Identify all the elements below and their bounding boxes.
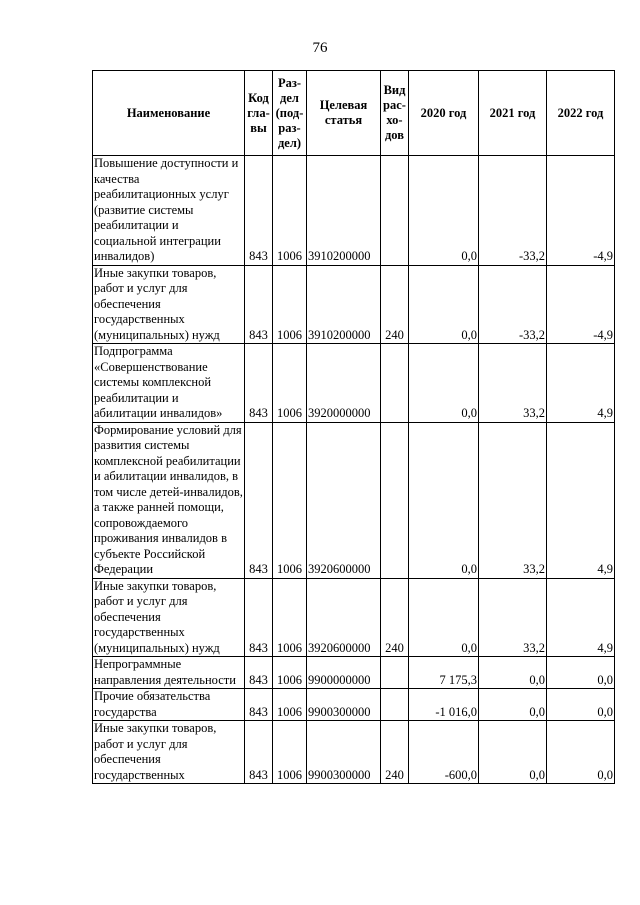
row-2022: 0,0	[547, 657, 615, 689]
budget-table	[92, 70, 615, 784]
header-chapter: Код гла- вы	[245, 71, 273, 156]
row-expense-type	[381, 422, 409, 578]
header-2022: 2022 год	[547, 71, 615, 156]
row-target: 3920600000	[307, 578, 381, 657]
row-2022: 0,0	[547, 721, 615, 784]
row-2021: 33,2	[479, 422, 547, 578]
row-2021: 0,0	[479, 689, 547, 721]
row-2021: 33,2	[479, 578, 547, 657]
row-2022: -4,9	[547, 265, 615, 344]
table-row	[93, 344, 615, 423]
table-row	[93, 657, 615, 689]
row-expense-type	[381, 657, 409, 689]
row-chapter: 843	[245, 721, 273, 784]
row-2021: 0,0	[479, 657, 547, 689]
row-2022: 0,0	[547, 689, 615, 721]
table-row	[93, 156, 615, 266]
row-2020: -1 016,0	[409, 689, 479, 721]
table-row	[93, 578, 615, 657]
header-2021: 2021 год	[479, 71, 547, 156]
row-2022: 4,9	[547, 578, 615, 657]
row-2021: 33,2	[479, 344, 547, 423]
row-expense-type: 240	[381, 721, 409, 784]
row-2020: 0,0	[409, 265, 479, 344]
row-2020: -600,0	[409, 721, 479, 784]
row-section: 1006	[273, 422, 307, 578]
row-expense-type: 240	[381, 265, 409, 344]
row-target: 9900300000	[307, 721, 381, 784]
row-chapter: 843	[245, 578, 273, 657]
row-name: Формирование условий для развития системы комплексной реабилитации и абилитации инвалидов, в том числе детей-инвалидов, а также ранней помощи, сопровождаемого проживания инвалидов в субъекте Российской Федерации	[94, 422, 243, 576]
header-row	[93, 71, 615, 156]
row-name: Подпрограмма «Совершенствование системы комплексной реабилитации и абилитации инвалидов»	[93, 344, 245, 423]
row-expense-type	[381, 689, 409, 721]
header-2020: 2020 год	[409, 71, 479, 156]
row-target: 3920000000	[307, 344, 381, 423]
table-row	[93, 265, 615, 344]
row-2022: -4,9	[547, 156, 615, 266]
row-name: Иные закупки товаров, работ и услуг для обеспечения государственных (муниципальных) нужд	[93, 578, 245, 657]
row-name: Непрограммные направления деятельности	[93, 657, 245, 689]
table-row	[93, 721, 615, 784]
row-2022: 4,9	[547, 344, 615, 423]
row-2021: -33,2	[479, 156, 547, 266]
row-2020: 0,0	[409, 422, 479, 578]
header-expense-type: Вид рас- хо- дов	[381, 71, 409, 156]
row-name: Иные закупки товаров, работ и услуг для обеспечения государственных (муниципальных) нужд	[93, 265, 245, 344]
row-expense-type	[381, 156, 409, 266]
row-expense-type	[381, 344, 409, 423]
row-target: 3910200000	[307, 265, 381, 344]
row-section: 1006	[273, 265, 307, 344]
row-target: 9900000000	[307, 657, 381, 689]
row-expense-type: 240	[381, 578, 409, 657]
header-target: Целевая статья	[307, 71, 381, 156]
row-2022: 4,9	[547, 422, 615, 578]
row-section: 1006	[273, 721, 307, 784]
table-row	[93, 422, 615, 578]
row-section: 1006	[273, 578, 307, 657]
row-chapter: 843	[245, 657, 273, 689]
row-2020: 0,0	[409, 578, 479, 657]
row-section: 1006	[273, 156, 307, 266]
row-2020: 7 175,3	[409, 657, 479, 689]
row-2021: 0,0	[479, 721, 547, 784]
row-chapter: 843	[245, 422, 273, 578]
row-name: Повышение доступности и качества реабилитационных услуг (развитие системы реабилитации и социальной интеграции инвалидов)	[93, 156, 245, 266]
table-row	[93, 689, 615, 721]
header-section: Раз- дел (под- раз- дел)	[273, 71, 307, 156]
row-target: 9900300000	[307, 689, 381, 721]
page-number: 76	[312, 40, 328, 56]
row-chapter: 843	[245, 156, 273, 266]
row-name: Прочие обязательства государства	[93, 689, 245, 721]
row-2021: -33,2	[479, 265, 547, 344]
row-2020: 0,0	[409, 156, 479, 266]
row-section: 1006	[273, 657, 307, 689]
row-section: 1006	[273, 344, 307, 423]
row-target: 3920600000	[307, 422, 381, 578]
row-name: Иные закупки товаров, работ и услуг для обеспечения государственных	[93, 721, 245, 784]
row-chapter: 843	[245, 344, 273, 423]
row-chapter: 843	[245, 689, 273, 721]
row-target: 3910200000	[307, 156, 381, 266]
row-section: 1006	[273, 689, 307, 721]
header-name: Наименование	[93, 71, 245, 156]
row-chapter: 843	[245, 265, 273, 344]
row-2020: 0,0	[409, 344, 479, 423]
